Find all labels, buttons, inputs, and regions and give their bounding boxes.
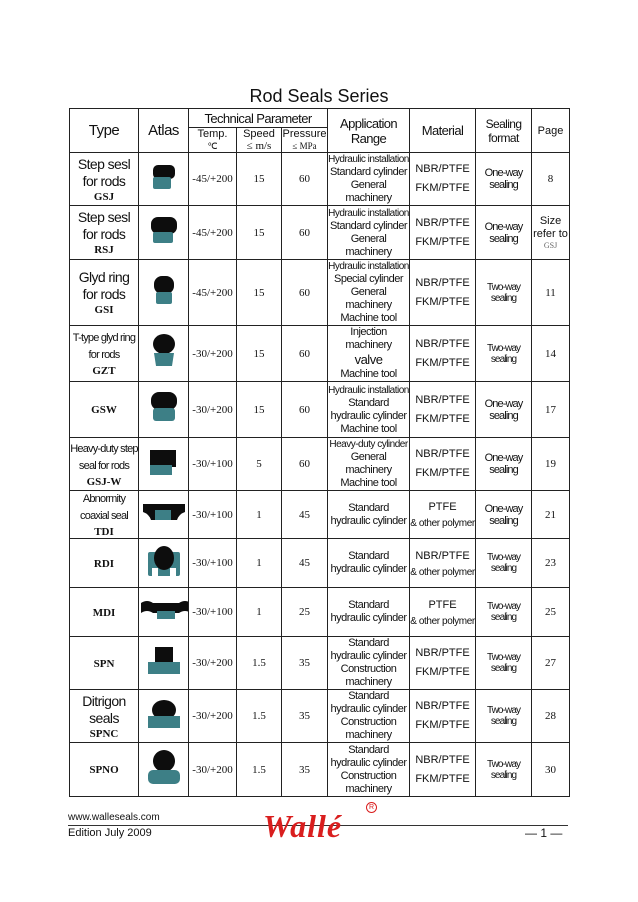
pressure-value: 35 [282, 637, 328, 690]
type-cell [70, 637, 139, 690]
footer-edition: Edition July 2009 [68, 827, 152, 839]
atlas-cell [139, 491, 189, 539]
temp-value: -30/+100 [189, 539, 237, 588]
material-item: FKM/PTFE [415, 295, 470, 308]
speed-value: 15 [237, 326, 282, 382]
page-cell [532, 588, 570, 637]
type-cell [70, 743, 139, 797]
page-number: — 1 — [525, 826, 563, 840]
page-cell [532, 539, 570, 588]
table-row [70, 438, 570, 491]
sealing-format-value: One-way sealing [476, 206, 532, 260]
speed-value: 1 [237, 588, 282, 637]
speed-value: 1 [237, 539, 282, 588]
speed-value: 15 [237, 382, 282, 438]
atlas-cell [139, 438, 189, 491]
material-cell [410, 438, 476, 491]
sealing-format-value: Two-way sealing [476, 260, 532, 326]
sealing-format-value: One-way sealing [476, 491, 532, 539]
header-speed [237, 128, 282, 153]
table-row [70, 491, 570, 539]
t-type-glyd-ring-profile-icon [139, 333, 188, 374]
material-item: NBR/PTFE [415, 393, 470, 406]
application-item: Standard hydraulic cylinder [330, 743, 407, 769]
material-cell [410, 206, 476, 260]
step-seal-profile-icon [139, 162, 188, 197]
page-cell [532, 491, 570, 539]
rod-seals-table [69, 108, 570, 797]
application-item: Injection machinery [345, 326, 392, 351]
temp-value: -45/+200 [189, 153, 237, 206]
application-item: Standard hydraulic cylinder [330, 599, 407, 624]
type-cell [70, 491, 139, 539]
application-item: General machinery [345, 451, 392, 476]
page-cell [532, 438, 570, 491]
application-range-cell [328, 438, 410, 491]
header-page: Page [532, 109, 570, 153]
material-item: & other polymer [410, 566, 475, 578]
material-cell [410, 637, 476, 690]
gsw-seal-profile-icon [139, 390, 188, 429]
type-cell [70, 260, 139, 326]
header-row-top [70, 109, 570, 128]
seal-type-name: Glyd ring for rods [78, 269, 130, 302]
pressure-value: 45 [282, 539, 328, 588]
table-row [70, 690, 570, 743]
speed-value: 15 [237, 206, 282, 260]
sealing-format-value: Two-way sealing [476, 326, 532, 382]
application-item: Construction machinery [340, 769, 397, 795]
atlas-cell [139, 153, 189, 206]
page-value: 17 [545, 403, 557, 416]
application-range-cell [328, 539, 410, 588]
registered-mark-icon: R [366, 802, 377, 813]
abnormity-coaxial-seal-profile-icon [139, 500, 188, 529]
type-cell [70, 382, 139, 438]
material-item: FKM/PTFE [415, 412, 470, 425]
page-cell [532, 743, 570, 797]
type-cell [70, 438, 139, 491]
type-cell [70, 539, 139, 588]
application-range-cell [328, 326, 410, 382]
page-title: Rod Seals Series [249, 86, 389, 106]
seal-type-code: RSJ [94, 244, 114, 256]
page-value: 19 [545, 458, 557, 470]
application-item: Special cylinder [333, 273, 404, 285]
material-item: NBR/PTFE [415, 337, 470, 350]
speed-value: 1.5 [237, 637, 282, 690]
sealing-format-value: One-way sealing [476, 438, 532, 491]
material-item: & other polymer [410, 615, 475, 627]
material-cell [410, 588, 476, 637]
header-temp [189, 128, 237, 153]
atlas-cell [139, 260, 189, 326]
material-cell [410, 539, 476, 588]
application-item: Standard cylinder [329, 166, 408, 178]
header-speed-unit: ≤ m/s [246, 140, 272, 152]
material-item: NBR/PTFE [415, 276, 470, 289]
material-item: FKM/PTFE [415, 235, 470, 248]
page-reference-code: GSJ [543, 241, 558, 250]
material-item: FKM/PTFE [415, 356, 470, 369]
application-item: Machine tool [340, 312, 397, 324]
table-row [70, 153, 570, 206]
material-item: FKM/PTFE [415, 719, 470, 731]
sealing-format-value: One-way sealing [476, 153, 532, 206]
atlas-cell [139, 743, 189, 797]
sealing-format-value: One-way sealing [476, 382, 532, 438]
header-application-range: Application Range [328, 109, 410, 153]
table-row [70, 588, 570, 637]
application-item: General machinery [345, 286, 392, 311]
material-item: PTFE [428, 598, 457, 611]
speed-value: 1 [237, 491, 282, 539]
material-item: NBR/PTFE [415, 448, 470, 460]
spno-seal-profile-icon [139, 748, 188, 791]
material-cell [410, 260, 476, 326]
material-cell [410, 382, 476, 438]
application-range-cell [328, 743, 410, 797]
pressure-value: 35 [282, 743, 328, 797]
page-value: 27 [545, 657, 557, 669]
sealing-format-value: Two-way sealing [476, 637, 532, 690]
material-item: NBR/PTFE [415, 647, 470, 659]
table-row [70, 260, 570, 326]
material-item: NBR/PTFE [415, 163, 470, 175]
header-pressure-unit: ≤ MPa [292, 141, 317, 151]
spn-seal-profile-icon [139, 645, 188, 682]
table-row [70, 382, 570, 438]
page-value: 8 [547, 173, 554, 185]
application-item: Construction machinery [340, 663, 397, 688]
speed-value: 1.5 [237, 690, 282, 743]
seal-type-code: SPN [93, 657, 115, 670]
application-item: Hydraulic installation [328, 207, 409, 219]
type-cell [70, 206, 139, 260]
temp-value: -30/+100 [189, 438, 237, 491]
atlas-cell [139, 326, 189, 382]
atlas-cell [139, 690, 189, 743]
rdi-seal-profile-icon [139, 542, 188, 585]
application-item: valve [354, 352, 383, 367]
application-item: Hydraulic installation [328, 154, 409, 165]
heavy-duty-step-seal-profile-icon [139, 447, 188, 482]
seal-type-code: SPNC [89, 727, 119, 740]
application-item: Standard hydraulic cylinder [330, 637, 407, 662]
application-item: Standard hydraulic cylinder [330, 690, 407, 715]
seal-type-code: GSJ [93, 190, 115, 203]
material-item: FKM/PTFE [415, 182, 470, 194]
table-row [70, 539, 570, 588]
step-seal-rsj-profile-icon [139, 215, 188, 250]
table-row [70, 637, 570, 690]
page-value: 25 [545, 606, 557, 618]
mdi-seal-profile-icon [139, 597, 188, 628]
seal-type-name: Step sesl for rods [77, 209, 131, 242]
material-cell [410, 743, 476, 797]
application-range-cell [328, 588, 410, 637]
application-item: Machine tool [340, 422, 397, 435]
sealing-format-value: Two-way sealing [476, 690, 532, 743]
page-cell [532, 206, 570, 260]
pressure-value: 25 [282, 588, 328, 637]
application-range-cell [328, 260, 410, 326]
seal-type-name: Ditrigon seals [82, 692, 126, 726]
atlas-cell [139, 206, 189, 260]
application-range-cell [328, 491, 410, 539]
page-value: 11 [545, 286, 556, 299]
page-cell [532, 382, 570, 438]
header-atlas: Atlas [139, 109, 189, 153]
footer-website: www.walleseals.com [68, 812, 160, 823]
application-item: General machinery [345, 232, 392, 258]
speed-value: 1.5 [237, 743, 282, 797]
header-temp-unit: ℃ [207, 141, 218, 151]
sealing-format-value: Two-way sealing [476, 743, 532, 797]
material-cell [410, 690, 476, 743]
seal-type-code: GZT [92, 365, 116, 377]
glyd-ring-profile-icon [139, 274, 188, 311]
header-sealing-format: Sealing format [476, 109, 532, 153]
application-item: General machinery [345, 179, 392, 204]
application-item: Standard hydraulic cylinder [330, 396, 407, 422]
application-item: Machine tool [340, 477, 397, 489]
pressure-value: 60 [282, 382, 328, 438]
header-pressure-label: Pressure [282, 128, 327, 140]
material-cell [410, 153, 476, 206]
application-item: Standard cylinder [329, 219, 408, 232]
material-item: FKM/PTFE [415, 666, 470, 678]
page-cell [532, 153, 570, 206]
header-technical-parameter: Technical Parameter [189, 109, 328, 128]
page-value: 28 [545, 710, 557, 722]
application-item: Standard hydraulic cylinder [330, 501, 407, 527]
temp-value: -30/+200 [189, 326, 237, 382]
pressure-value: 60 [282, 438, 328, 491]
temp-value: -45/+200 [189, 260, 237, 326]
page-reference: Size refer to [533, 215, 568, 240]
page-value: 21 [545, 508, 557, 521]
temp-value: -30/+100 [189, 588, 237, 637]
pressure-value: 45 [282, 491, 328, 539]
material-cell [410, 326, 476, 382]
seal-type-code: TDI [94, 526, 114, 538]
page-value: 30 [545, 763, 557, 776]
brand-logo: Wallé [263, 808, 343, 844]
atlas-cell [139, 588, 189, 637]
pressure-value: 60 [282, 153, 328, 206]
type-cell [70, 153, 139, 206]
material-item: & other polymer [410, 518, 475, 529]
pressure-value: 60 [282, 326, 328, 382]
material-item: NBR/PTFE [415, 753, 470, 766]
pressure-value: 60 [282, 206, 328, 260]
ditrigon-seal-profile-icon [139, 698, 188, 735]
pressure-value: 35 [282, 690, 328, 743]
page-value: 23 [545, 557, 557, 569]
atlas-cell [139, 382, 189, 438]
material-item: PTFE [428, 501, 457, 513]
application-item: Construction machinery [340, 716, 397, 741]
page-value: 14 [545, 347, 557, 360]
application-range-cell [328, 382, 410, 438]
header-type: Type [70, 109, 139, 153]
seal-type-code: RDI [93, 557, 115, 570]
material-item: NBR/PTFE [415, 216, 470, 229]
type-cell [70, 326, 139, 382]
material-item: FKM/PTFE [415, 467, 470, 479]
application-range-cell [328, 206, 410, 260]
application-item: Hydraulic installation [328, 384, 409, 396]
page-cell [532, 326, 570, 382]
table-row [70, 743, 570, 797]
seal-type-name: Step sesl for rods [77, 155, 131, 189]
type-cell [70, 588, 139, 637]
material-item: NBR/PTFE [415, 700, 470, 712]
application-range-cell [328, 637, 410, 690]
table-row [70, 326, 570, 382]
application-item: Heavy-duty cylinder [329, 439, 408, 450]
header-speed-label: Speed [243, 128, 275, 140]
page-cell [532, 637, 570, 690]
temp-value: -45/+200 [189, 206, 237, 260]
application-item: Hydraulic installation [328, 261, 409, 272]
speed-value: 5 [237, 438, 282, 491]
temp-value: -30/+200 [189, 690, 237, 743]
material-item: FKM/PTFE [415, 772, 470, 785]
application-range-cell [328, 153, 410, 206]
seal-type-code: SPNO [89, 764, 119, 776]
seal-type-name: T-type glyd ring for rods [72, 332, 136, 361]
pressure-value: 60 [282, 260, 328, 326]
temp-value: -30/+200 [189, 743, 237, 797]
material-cell [410, 491, 476, 539]
temp-value: -30/+100 [189, 491, 237, 539]
speed-value: 15 [237, 153, 282, 206]
header-temp-label: Temp. [197, 128, 228, 140]
sealing-format-value: Two-way sealing [476, 588, 532, 637]
seal-type-code: MDI [92, 606, 116, 619]
page-cell [532, 690, 570, 743]
atlas-cell [139, 637, 189, 690]
application-range-cell [328, 690, 410, 743]
seal-type-code: GSJ-W [86, 475, 122, 488]
type-cell [70, 690, 139, 743]
speed-value: 15 [237, 260, 282, 326]
page-cell [532, 260, 570, 326]
table-row [70, 206, 570, 260]
sealing-format-value: Two-way sealing [476, 539, 532, 588]
seal-type-code: GSW [91, 404, 117, 416]
temp-value: -30/+200 [189, 637, 237, 690]
header-material: Material [410, 109, 476, 153]
seal-type-name: Abnormity coaxial seal [80, 493, 128, 522]
temp-value: -30/+200 [189, 382, 237, 438]
application-item: Standard hydraulic cylinder [330, 550, 407, 575]
seal-type-name: Heavy-duty step seal for rods [70, 442, 138, 472]
header-pressure [282, 128, 328, 153]
application-item: Machine tool [340, 368, 397, 380]
atlas-cell [139, 539, 189, 588]
material-item: NBR/PTFE [415, 549, 470, 562]
seal-type-code: GSI [94, 304, 114, 316]
